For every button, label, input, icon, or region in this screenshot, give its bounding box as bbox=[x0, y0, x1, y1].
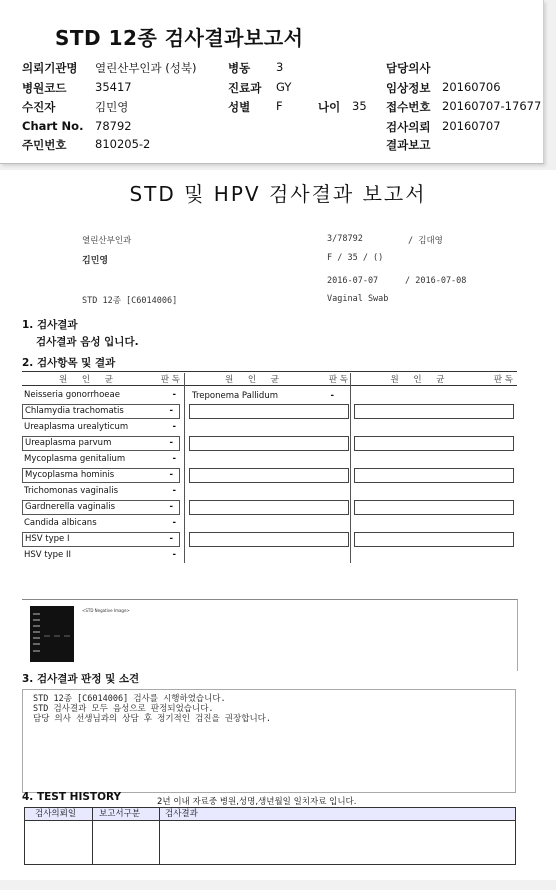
result-row: HSV type II - bbox=[24, 550, 176, 560]
empty-result-box bbox=[189, 404, 349, 419]
report-sex-age: F / 35 / () bbox=[327, 253, 384, 263]
empty-result-box bbox=[189, 436, 349, 451]
report-chart: 3/78792 bbox=[327, 234, 363, 244]
report-patient: 김민영 bbox=[82, 256, 109, 266]
gel-caption: <STD Negative Image> bbox=[82, 608, 130, 613]
field-requesting-org: 의뢰기관명 bbox=[22, 61, 78, 75]
header-bottom-rule bbox=[22, 385, 517, 386]
field-age: 나이 bbox=[318, 100, 341, 114]
field-hospital-code: 병원코드 bbox=[22, 81, 67, 95]
col-divider-2 bbox=[350, 373, 351, 563]
result-row: Trichomonas vaginalis - bbox=[24, 486, 176, 496]
empty-result-box bbox=[354, 500, 514, 515]
report-title: STD 및 HPV 검사결과 보고서 bbox=[129, 182, 427, 206]
col2-header: 원 인 균 판 독 bbox=[224, 375, 348, 385]
report-specimen: Vaginal Swab bbox=[327, 294, 389, 304]
field-ward-value: 3 bbox=[276, 60, 284, 74]
empty-result-box bbox=[189, 468, 349, 483]
field-chart-no: Chart No. bbox=[22, 119, 84, 133]
empty-result-box bbox=[189, 500, 349, 515]
col3-header: 원 인 균 판 독 bbox=[390, 375, 513, 385]
field-request-date: 검사의뢰 bbox=[386, 120, 431, 134]
opinion-line: STD 검사결과 모두 음성으로 판정되었습니다. bbox=[33, 704, 214, 714]
section2-title: 2. 검사항목 및 결과 bbox=[22, 357, 116, 369]
opinion-box bbox=[22, 689, 516, 793]
section1-title: 1. 검사결과 bbox=[22, 319, 78, 331]
field-resident-no-value: 810205-2 bbox=[95, 137, 151, 151]
result-row: Mycoplasma hominis - bbox=[22, 468, 180, 483]
history-col-request-date: 검사의뢰일 bbox=[35, 809, 77, 819]
empty-result-box bbox=[354, 468, 514, 483]
field-clinical-info-value: 20160706 bbox=[442, 80, 501, 94]
result-row: Neisseria gonorrhoeae - bbox=[24, 390, 176, 400]
report-date-received: 2016-07-07 bbox=[327, 276, 379, 286]
history-col-divider bbox=[92, 808, 93, 864]
gel-image-area bbox=[22, 599, 518, 671]
scanned-report-page bbox=[0, 170, 556, 880]
field-resident-no: 주민번호 bbox=[22, 138, 67, 152]
history-col-result: 검사결과 bbox=[165, 809, 198, 819]
field-request-date-value: 20160707 bbox=[442, 119, 501, 133]
result-row-treponema: Treponema Pallidum - bbox=[192, 391, 334, 401]
field-report-result: 결과보고 bbox=[386, 138, 431, 152]
result-row: Gardnerella vaginalis - bbox=[22, 500, 180, 515]
header-title: STD 12종 검사결과보고서 bbox=[55, 26, 304, 50]
field-department-value: GY bbox=[276, 80, 292, 94]
table-top-rule bbox=[22, 371, 517, 372]
field-sex-value: F bbox=[276, 99, 283, 113]
section3-title: 3. 검사결과 판정 및 소견 bbox=[22, 673, 140, 685]
report-date-reported: / 2016-07-08 bbox=[405, 276, 467, 286]
section4-title: 4. TEST HISTORY bbox=[22, 791, 122, 803]
report-hospital: 열린산부인과 bbox=[82, 236, 132, 246]
history-table bbox=[24, 807, 516, 865]
history-note: 2년 이내 자료중 병원,성명,생년월일 일치자료 입니다. bbox=[157, 797, 357, 807]
field-doctor: 담당의사 bbox=[386, 61, 431, 75]
report-doctor: / 김대영 bbox=[408, 236, 443, 246]
field-chart-no-value: 78792 bbox=[95, 119, 132, 133]
result-row: Chlamydia trachomatis - bbox=[22, 404, 180, 419]
opinion-line: 담당 의사 선생님과의 상담 후 정기적인 검진을 권장합니다. bbox=[33, 714, 272, 724]
result-row: Ureaplasma parvum - bbox=[22, 436, 180, 451]
field-hospital-code-value: 35417 bbox=[95, 80, 132, 94]
col-divider-1 bbox=[184, 373, 185, 563]
field-receipt-no-value: 20160707-17677 bbox=[442, 99, 542, 113]
field-receipt-no: 접수번호 bbox=[386, 100, 431, 114]
result-row: HSV type I - bbox=[22, 532, 180, 547]
opinion-line: STD 12종 [C6014006] 검사를 시행하였습니다. bbox=[33, 694, 226, 704]
history-table-header bbox=[25, 808, 515, 821]
report-header-card bbox=[0, 0, 544, 164]
gel-electrophoresis-image bbox=[30, 606, 74, 662]
field-clinical-info: 임상정보 bbox=[386, 81, 431, 95]
empty-result-box bbox=[354, 436, 514, 451]
field-department: 진료과 bbox=[228, 81, 262, 95]
col1-header: 원 인 균 판 독 bbox=[58, 375, 180, 385]
history-col-divider bbox=[159, 808, 160, 864]
history-col-report-type: 보고서구분 bbox=[99, 809, 141, 819]
result-row: Candida albicans - bbox=[24, 518, 176, 528]
empty-result-box bbox=[189, 532, 349, 547]
field-age-value: 35 bbox=[352, 99, 367, 113]
field-requesting-org-value: 열린산부인과 (성북) bbox=[95, 61, 197, 75]
report-test-name: STD 12종 [C6014006] bbox=[82, 296, 178, 306]
empty-result-box bbox=[354, 532, 514, 547]
field-sex: 성별 bbox=[228, 100, 251, 114]
result-row: Mycoplasma genitalium - bbox=[24, 454, 176, 464]
section1-summary: 검사결과 음성 입니다. bbox=[36, 336, 139, 348]
empty-result-box bbox=[354, 404, 514, 419]
field-ward: 병동 bbox=[228, 61, 251, 75]
field-patient: 수진자 bbox=[22, 100, 56, 114]
field-patient-value: 김민영 bbox=[95, 100, 129, 114]
result-row: Ureaplasma urealyticum - bbox=[24, 422, 176, 432]
